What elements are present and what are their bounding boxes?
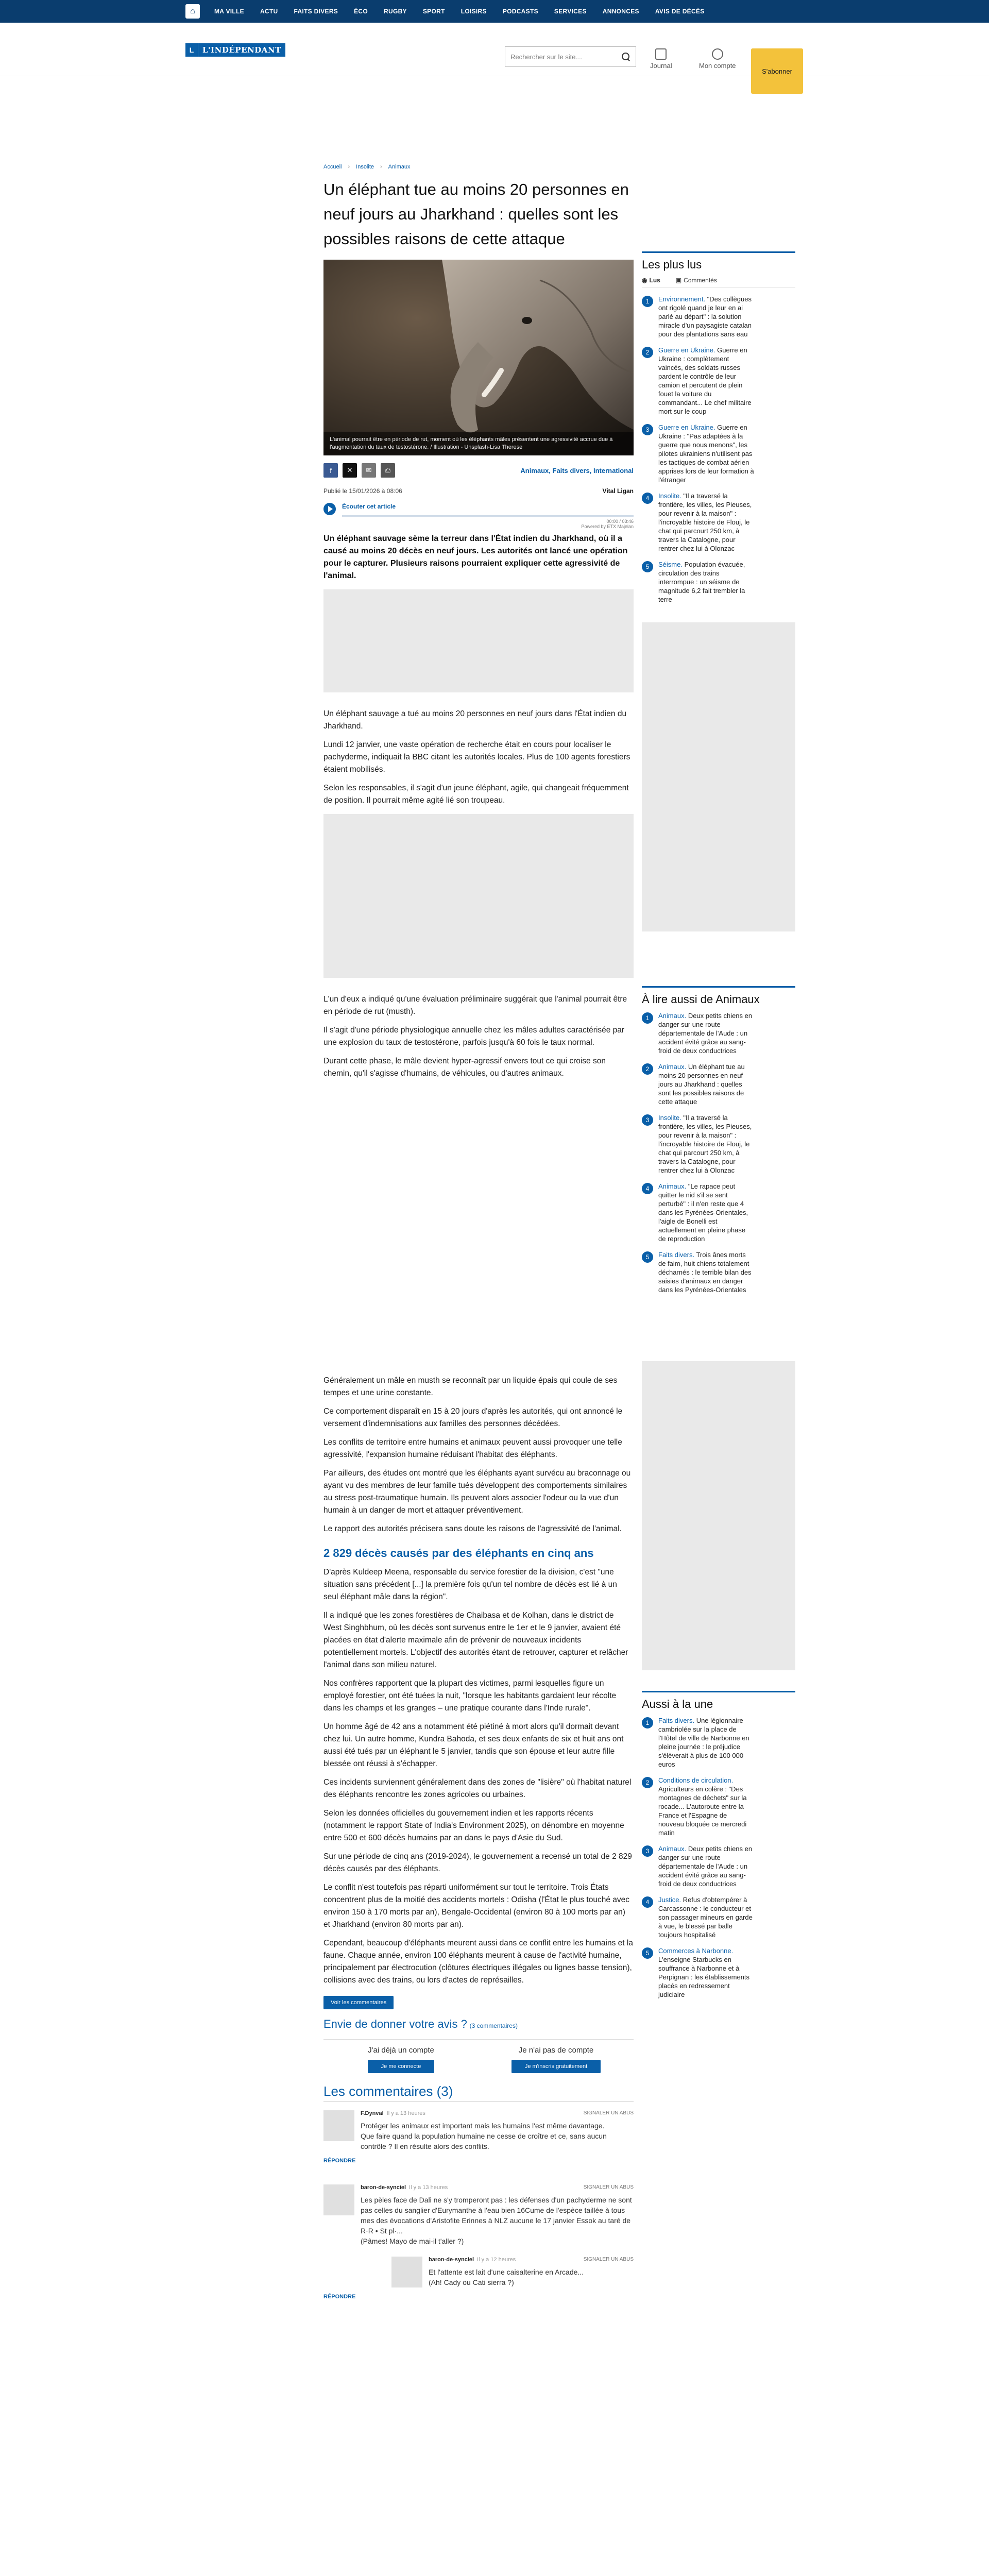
nav-item-faits-divers[interactable]: FAITS DIVERS — [294, 8, 338, 15]
most-read-item[interactable] — [642, 423, 795, 484]
article-paragraph: Un homme âgé de 42 ans a notamment été piétiné à mort alors qu'il dormait devant chez lui. Un autre homme, Kundra Bahoda, et ses deux enfants de six et huit ans ont aussi été tués par un éléphant le 5 janvier, tandis que son épouse et leur autre fille blessée ont réussi à s'échapper. — [323, 1722, 624, 1768]
item-category: Animaux. — [658, 1063, 687, 1071]
ad-slot — [323, 589, 634, 692]
comment-reply — [391, 2257, 634, 2287]
cta-signup-column — [479, 2046, 634, 2073]
avatar — [391, 2257, 422, 2287]
comment — [323, 2110, 634, 2151]
item-text — [658, 423, 754, 484]
avatar — [323, 2110, 354, 2141]
comment-cta — [323, 2018, 634, 2073]
item-category: Faits divers. — [658, 1251, 695, 1259]
item-text — [658, 1062, 754, 1106]
item-headline: Population évacuée, circulation des trains interrompue : un séisme de magnitude 6,2 fait trembler la terre — [658, 561, 745, 603]
comment-header — [361, 2184, 634, 2191]
report-abuse-link[interactable]: SIGNALER UN ABUS — [583, 2110, 634, 2116]
headline-item[interactable] — [642, 1895, 795, 1939]
comments-button-row — [323, 1996, 634, 2009]
tab-lus[interactable] — [642, 277, 660, 284]
account-link[interactable] — [699, 48, 736, 70]
item-category: Animaux. — [658, 1845, 687, 1853]
nav-item-avis-de-deces[interactable]: AVIS DE DÉCÈS — [655, 8, 705, 15]
article-paragraph: L'un d'eux a indiqué qu'une évaluation préliminaire suggérait que l'animal pourrait être en période de rut (musth). — [323, 995, 627, 1016]
article-lead: Un éléphant sauvage sème la terreur dans l'État indien du Jharkhand, où il a causé au moins 20 décès en neuf jours. Les autorités ont lancé une opération pour le capturer. Plusieurs raisons pourraient expliquer cette agressivité de l'animal. — [323, 534, 628, 580]
nav-item-loisirs[interactable]: LOISIRS — [461, 8, 487, 15]
rank-badge: 3 — [642, 424, 653, 435]
item-headline: Guerre en Ukraine : complètement vaincés, des soldats russes pardent le contrôle de leur camion et percutent de plein fouet la voiture du commandant... Le chef militaire mort sur le coup — [658, 346, 752, 415]
item-text — [658, 1776, 754, 1837]
rank-badge: 2 — [642, 1777, 653, 1788]
subscribe-button[interactable]: S'abonner — [751, 48, 803, 94]
user-icon — [712, 48, 723, 60]
nav-item-actu[interactable]: ACTU — [260, 8, 278, 15]
article-paragraph: Par ailleurs, des études ont montré que les éléphants ayant survécu au braconnage ou ayant vu des membres de leur famille tués développent des comportements similaires au stress post-traumatique humain. Ils peuvent alors associer l'odeur ou la vue d'un humain à un danger de mort et attaquer préventivement. — [323, 1469, 631, 1515]
article-paragraph: Ces incidents surviennent généralement dans des zones de "lisière" où l'habitat naturel des éléphants rencontre les zones agricoles ou urbaines. — [323, 1778, 632, 1799]
rank-badge: 1 — [642, 1012, 653, 1024]
cta-login-text: J'ai déjà un compte — [368, 2046, 434, 2055]
comment-date: Il y a 13 heures — [409, 2184, 448, 2191]
item-category: Insolite. — [658, 492, 681, 500]
headlines-title: Aussi à la une — [642, 1691, 795, 1711]
rank-badge: 1 — [642, 1717, 653, 1728]
rank-badge: 3 — [642, 1114, 653, 1126]
item-category: Insolite. — [658, 1114, 681, 1122]
email-share-icon[interactable]: ✉ — [362, 463, 376, 478]
item-category: Animaux. — [658, 1012, 687, 1020]
related-item[interactable] — [642, 1250, 795, 1294]
comment-text: Protéger les animaux est important mais les humains l'est même davantage. Que faire quand la population humaine ne cesse de croître et ce, sans aucun contrôle ? Il en résulte alors des conflits. — [361, 2122, 607, 2150]
newspaper-icon — [655, 48, 667, 60]
tab-label: Lus — [649, 277, 660, 284]
article-title: Un éléphant tue au moins 20 personnes en neuf jours au Jharkhand : quelles sont les possibles raisons de cette attaque — [323, 180, 629, 248]
article-paragraph: Selon les données officielles du gouvernement indien et les rapports récents (notamment le rapport State of India's Environment 2025), on dénombre en moyenne entre 500 et 600 décès humains par an dans le pays d'Asie du Sud. — [323, 1809, 624, 1842]
eye-icon: ◉ — [642, 277, 647, 284]
item-category: Justice. — [658, 1896, 681, 1904]
article-subtitle: 2 829 décès causés par des éléphants en cinq ans — [323, 1547, 594, 1560]
item-headline: Agriculteurs en colère : "Des montagnes de déchets" sur la rocade... L'autoroute entre la France et l'Espagne de nouveau bloquée ce mercredi matin — [658, 1785, 747, 1837]
audio-progress-bar[interactable] — [342, 515, 634, 517]
rank-badge: 4 — [642, 1896, 653, 1908]
comment-author: baron-de-synciel — [429, 2257, 474, 2263]
item-text — [658, 1895, 754, 1939]
nav-item-podcasts[interactable]: PODCASTS — [502, 8, 538, 15]
item-headline: "Le rapace peut quitter le nid s'il se sent perturbé" : il n'en reste que 4 dans les Pyrénées-Orientales, l'aigle de Bonelli est actuellement en pleine phase de reproduction — [658, 1182, 748, 1243]
ad-slot — [323, 814, 634, 978]
signup-button[interactable]: Je m'inscris gratuitement — [511, 2060, 601, 2073]
related-item[interactable] — [642, 1113, 795, 1175]
elephant-photo — [323, 260, 634, 455]
most-read-item[interactable] — [642, 560, 795, 604]
audio-info — [342, 519, 634, 529]
report-abuse-link[interactable]: SIGNALER UN ABUS — [583, 2184, 634, 2190]
rank-badge: 1 — [642, 296, 653, 307]
related-item[interactable] — [642, 1182, 795, 1243]
comment-date: Il y a 12 heures — [477, 2257, 516, 2263]
item-category: Faits divers. — [658, 1717, 695, 1724]
rank-badge: 2 — [642, 347, 653, 358]
audio-body — [342, 503, 634, 529]
audio-player — [323, 503, 634, 529]
breadcrumb — [323, 164, 634, 170]
rank-badge: 3 — [642, 1845, 653, 1857]
nav-item-ma-ville[interactable]: MA VILLE — [214, 8, 244, 15]
comment-author: F.Dynval — [361, 2110, 384, 2116]
related-title: À lire aussi de Animaux — [642, 986, 795, 1006]
breadcrumb-separator: › — [348, 164, 350, 170]
item-category: Séisme. — [658, 561, 683, 568]
comment-header — [361, 2110, 634, 2116]
account-label: Mon compte — [699, 62, 736, 70]
rank-badge: 5 — [642, 1947, 653, 1959]
headline-item[interactable] — [642, 1716, 795, 1769]
comment-date: Il y a 13 heures — [386, 2110, 425, 2116]
most-read-title: Les plus lus — [642, 251, 795, 272]
item-text — [658, 1113, 754, 1175]
nav-item-rugby[interactable]: RUGBY — [384, 8, 407, 15]
item-headline: Trois ânes morts de faim, huit chiens totalement décharnés : le terrible bilan des saisies d'animaux en danger dans les Pyrénées-Orientales — [658, 1251, 752, 1294]
item-text — [658, 346, 754, 416]
comments-title: Les commentaires (3) — [323, 2083, 634, 2102]
item-headline: Une légionnaire cambriolée sur la place de l'Hôtel de ville de Narbonne en pleine journée : le préjudice s'élèverait à plus de 100 000 euros — [658, 1717, 749, 1768]
article-paragraph: Les conflits de territoire entre humains et animaux peuvent aussi provoquer une telle agressivité, l'expansion humaine réduisant l'habitat des éléphants. — [323, 1438, 622, 1459]
cta-title: Envie de donner votre avis ? — [323, 2018, 467, 2030]
tab-label: Commentés — [684, 277, 717, 284]
share-bar — [323, 463, 634, 478]
item-headline: Deux petits chiens en danger sur une route départementale de l'Aude : un accident évité grâce au sang-froid de deux conductrices — [658, 1012, 753, 1055]
item-text — [658, 1182, 754, 1243]
article-paragraph: Le rapport des autorités précisera sans doute les raisons de l'agressivité de l'animal. — [323, 1524, 622, 1533]
article-paragraph: Lundi 12 janvier, une vaste opération de recherche était en cours pour localiser le pachyderme, indiquait la BBC citant les autorités locales. Plus de 100 agents forestiers étaient mobilisés. — [323, 740, 630, 774]
login-button[interactable]: Je me connecte — [368, 2060, 435, 2073]
headline-item[interactable] — [642, 1844, 795, 1888]
publish-date: Publié le 15/01/2026 à 08:06 — [323, 487, 402, 495]
item-category: Environnement. — [658, 295, 706, 303]
article-main — [323, 164, 634, 2300]
article-paragraph: Le conflit n'est toutefois pas réparti uniformément sur tout le territoire. Trois États concentrent plus de la moitié des accidents mortels : Odisha (l'État le plus touché avec environ 150 à 170 morts par an), Bengale-Occidental (environ 80 à 100 morts par an) et Jharkhand (environ 80 morts par an). — [323, 1883, 629, 1929]
audio-label: Écouter cet article — [342, 503, 396, 510]
article-paragraph: Selon les responsables, il s'agit d'un jeune éléphant, agile, qui changeait fréquemment de position. Il pourrait même agité lié son troupeau. — [323, 784, 629, 805]
item-category: Commerces à Narbonne. — [658, 1947, 734, 1955]
rank-badge: 5 — [642, 1251, 653, 1263]
comment — [323, 2184, 634, 2287]
comment-body — [361, 2184, 634, 2287]
comment-text: Et l'attente est lait d'une caisalterine en Arcade... (Ah! Cady ou Cati sierra ?) — [429, 2268, 584, 2286]
comment-body — [429, 2257, 634, 2287]
article-tags[interactable]: Animaux, Faits divers, International — [520, 466, 634, 474]
nav-item-sport[interactable]: SPORT — [422, 8, 445, 15]
audio-duration: 00:00 / 03:46 — [606, 519, 634, 524]
article-meta — [323, 487, 634, 495]
cta-columns — [323, 2039, 634, 2073]
item-headline: Un éléphant tue au moins 20 personnes en neuf jours au Jharkhand : quelles sont les possibles raisons de cette attaque — [658, 1063, 745, 1106]
print-icon[interactable]: ⎙ — [381, 463, 395, 478]
audio-powered: Powered by ETX Majelan — [581, 524, 634, 529]
headline-item[interactable] — [642, 1776, 795, 1837]
item-headline: "Des collègues ont rigolé quand je leur en ai parlé au départ" : la solution miracle d'un paysagiste catalan pour des plantations sans eau — [658, 295, 752, 338]
article-paragraph: Ce comportement disparaît en 15 à 20 jours d'après les autorités, qui ont annoncé le versement d'indemnisations aux familles des personnes décédées. — [323, 1407, 623, 1428]
related-item[interactable] — [642, 1062, 795, 1106]
item-category: Guerre en Ukraine. — [658, 423, 715, 431]
cta-login-column — [323, 2046, 479, 2073]
most-read-item[interactable] — [642, 295, 795, 338]
article-paragraph: Il a indiqué que les zones forestières de Chaibasa et de Kolhan, dans le district de West Singhbhum, où les décès sont survenus entre le 1er et le 9 janvier, avaient été placées en état d'alerte maximale afin de prévenir de nouveaux incidents potentiellement mortels. L'objectif des autorités étant de retrouver, capturer et relâcher l'animal dans son milieu naturel. — [323, 1611, 628, 1669]
nav-item-eco[interactable]: ÉCO — [354, 8, 368, 15]
comment-text: Les pèles face de Dali ne s'y tromperont pas : les défenses d'un pachyderme ne sont pas celles du sanglier d'Eurymanthe à l'eau bien 16Cume de l'espèce taillée à tous mes des évocations d'Aristofite Erinnes à NLZ aucune le 17 janvier Essok au taré de R·R • St pl·... (Pâmes! Mayo de mai-il t'aller ?) — [361, 2196, 632, 2245]
item-category: Animaux. — [658, 1182, 687, 1190]
rank-badge: 2 — [642, 1063, 653, 1075]
breadcrumb-separator: › — [380, 164, 382, 170]
facebook-share-icon[interactable]: f — [323, 463, 338, 478]
journal-link[interactable] — [650, 48, 672, 70]
comment-body — [361, 2110, 634, 2151]
breadcrumb-insolite[interactable]: Insolite — [356, 164, 374, 170]
item-category: Guerre en Ukraine. — [658, 346, 715, 354]
comment-icon: ▣ — [675, 277, 682, 284]
item-text — [658, 1946, 754, 1999]
spacer — [323, 1080, 634, 1368]
item-text — [658, 295, 754, 338]
article-paragraph: Il s'agit d'une période physiologique annuelle chez les mâles adultes caractérisée par une explosion du taux de testostérone, parfois jusqu'à 60 fois le taux normal. — [323, 1026, 625, 1047]
author-name[interactable]: Vital Ligan — [602, 487, 634, 495]
site-logo[interactable] — [185, 43, 285, 57]
comment-author: baron-de-synciel — [361, 2184, 406, 2191]
article-paragraph: Un éléphant sauvage a tué au moins 20 personnes en neuf jours dans l'État indien du Jharkhand. — [323, 709, 627, 731]
logo-mark-icon: L — [185, 43, 198, 57]
view-comments-button[interactable]: Voir les commentaires — [323, 1996, 394, 2009]
item-text — [658, 560, 754, 604]
top-navigation — [0, 0, 989, 23]
play-icon[interactable] — [323, 503, 336, 515]
item-headline: Deux petits chiens en danger sur une route départementale de l'Aude : un accident évité grâce au sang-froid de deux conductrices — [658, 1845, 753, 1888]
sidebar-ad-slot — [642, 622, 795, 931]
nav-item-annonces[interactable]: ANNONCES — [602, 8, 639, 15]
item-text — [658, 1844, 754, 1888]
x-share-icon[interactable]: ✕ — [343, 463, 357, 478]
most-read-item[interactable] — [642, 346, 795, 416]
sidebar — [642, 164, 795, 2006]
journal-label: Journal — [650, 62, 672, 70]
headline-item[interactable] — [642, 1946, 795, 1999]
cta-count: (3 commentaires) — [469, 2022, 518, 2029]
article-paragraph: Durant cette phase, le mâle devient hyper-agressif envers tout ce qui croise son chemin, qu'il s'agisse d'humains, de véhicules, ou d'autres animaux. — [323, 1057, 606, 1078]
breadcrumb-animaux[interactable]: Animaux — [388, 164, 411, 170]
item-text — [658, 1011, 754, 1055]
report-abuse-link[interactable]: SIGNALER UN ABUS — [583, 2257, 634, 2262]
rank-badge: 4 — [642, 1183, 653, 1194]
most-read-item[interactable] — [642, 492, 795, 553]
search-input[interactable] — [510, 53, 621, 61]
item-text — [658, 1250, 754, 1294]
nav-item-services[interactable]: SERVICES — [554, 8, 587, 15]
search-icon[interactable] — [621, 52, 630, 61]
most-read-tabs — [642, 277, 795, 287]
article-paragraph: D'après Kuldeep Meena, responsable du service forestier de la division, c'est "une situation sans précédent [...] la première fois qu'un tel nombre de décès est lié à un seul éléphant mâle dans la région". — [323, 1568, 617, 1601]
comment-header — [429, 2257, 634, 2263]
item-text — [658, 1716, 754, 1769]
reply-link[interactable]: RÉPONDRE — [323, 2294, 356, 2300]
avatar — [323, 2184, 354, 2215]
hero-image — [323, 260, 634, 455]
item-headline: L'enseigne Starbucks en souffrance à Narbonne et à Perpignan : les établissements placés en redressement judiciaire — [658, 1956, 750, 1998]
article-paragraph: Nos confrères rapportent que la plupart des victimes, parmi lesquelles figure un employé forestier, ont été tuées la nuit, "lorsque les habitants gardaient leur récolte dans les champs et les granges – une pratique courante dans l'Inde rurale". — [323, 1679, 617, 1713]
article-paragraph: Sur une période de cinq ans (2019-2024), le gouvernement a recensé un total de 2 829 décès causés par des éléphants. — [323, 1852, 632, 1873]
image-caption: L'animal pourrait être en période de rut, moment où les éléphants mâles présentent une agressivité accrue due à l'augmentation du taux de testostérone. / Illustration - Unsplash-Lisa Therese — [323, 432, 634, 455]
item-category: Conditions de circulation. — [658, 1776, 734, 1784]
logo-text: L'INDÉPENDANT — [198, 43, 285, 57]
site-header — [0, 23, 989, 76]
article-paragraph: Généralement un mâle en musth se reconnaît par un liquide épais qui coule de ses tempes et une urine constante. — [323, 1376, 618, 1397]
item-text — [658, 492, 754, 553]
related-item[interactable] — [642, 1011, 795, 1055]
tab-commentes[interactable] — [676, 277, 717, 284]
home-icon[interactable]: ⌂ — [185, 4, 200, 19]
search-box — [505, 46, 636, 67]
reply-link[interactable]: RÉPONDRE — [323, 2158, 356, 2164]
cta-signup-text: Je n'ai pas de compte — [518, 2046, 594, 2055]
sidebar-ad-slot — [642, 1361, 795, 1670]
item-headline: Refus d'obtempérer à Carcassonne : le conducteur et son passager mineurs en garde à vue, le blessé par balle toujours hospitalisé — [658, 1896, 753, 1939]
item-headline: Guerre en Ukraine : "Pas adaptées à la guerre que nous menons", les pilotes ukrainiens n'utilisent pas les tactiques de combat aérien apprises lors de leur formation à l'étranger — [658, 423, 754, 484]
article-paragraph: Cependant, beaucoup d'éléphants meurent aussi dans ce conflit entre les humains et la faune. Chaque année, environ 100 éléphants meurent à cause de l'activité humaine, principalement par électrocution (clôtures électriques illégales ou lignes basse tension), collisions avec des trains, ou lors d'actes de représailles. — [323, 1939, 633, 1985]
rank-badge: 5 — [642, 561, 653, 572]
rank-badge: 4 — [642, 493, 653, 504]
item-headline: "Il a traversé la frontière, les villes, les Pieuses, pour revenir à la maison" : l'incroyable histoire de Flouj, le chat qui parcourt 250 km, à travers la Catalogne, pour rentrer chez lui à Olonzac — [658, 1114, 752, 1174]
item-headline: "Il a traversé la frontière, les villes, les Pieuses, pour revenir à la maison" : l'incroyable histoire de Flouj, le chat qui parcourt 250 km, à travers la Catalogne, pour rentrer chez lui à Olonzac — [658, 492, 752, 552]
breadcrumb-home[interactable]: Accueil — [323, 164, 342, 170]
